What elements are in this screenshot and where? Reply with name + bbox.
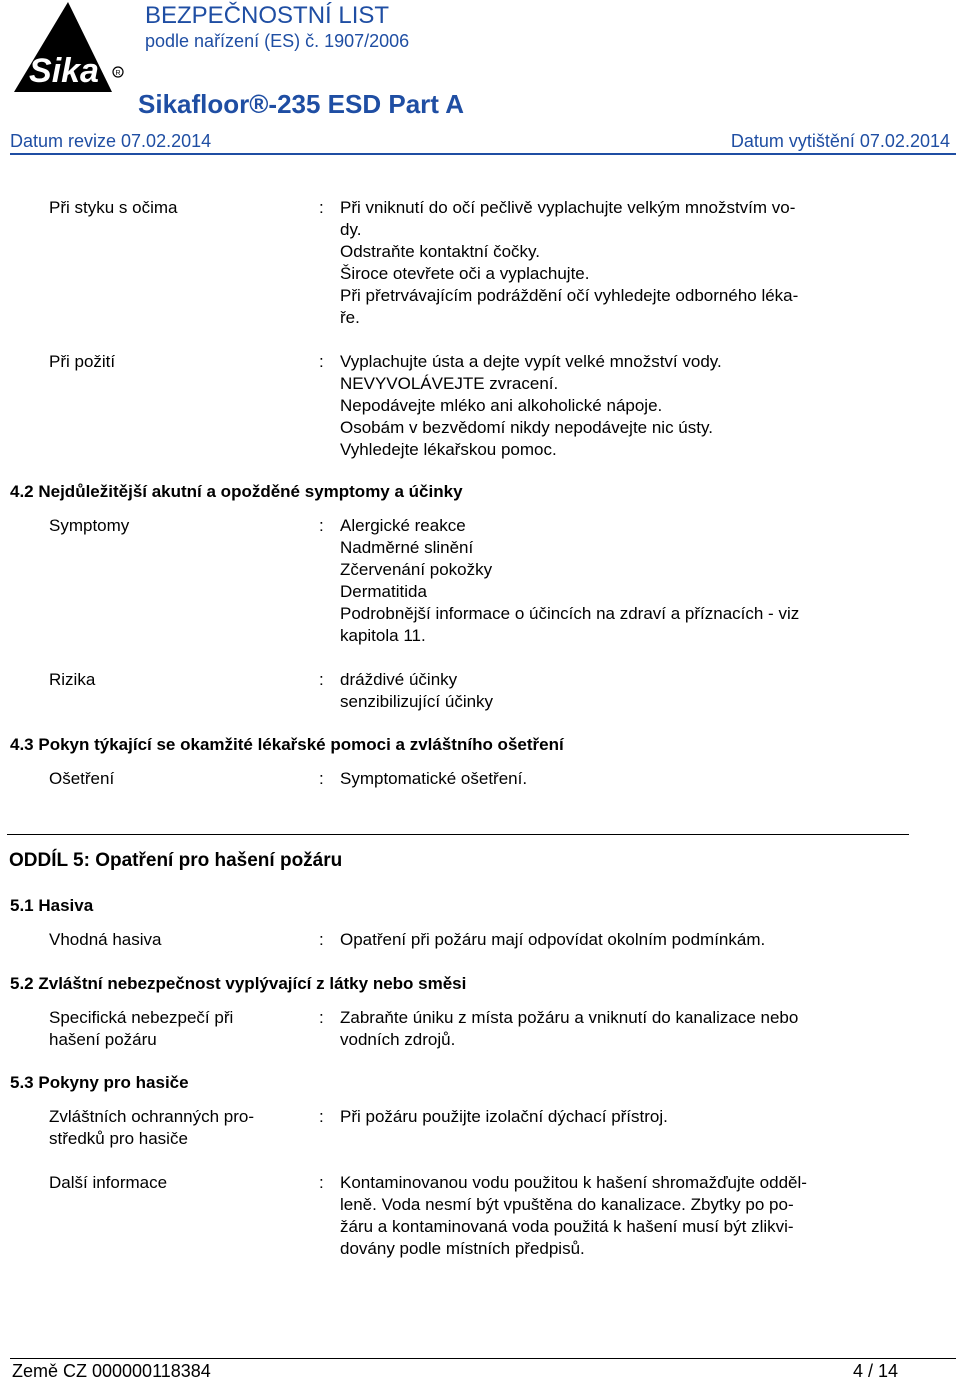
footer-divider bbox=[10, 1358, 956, 1359]
text-line: Odstraňte kontaktní čočky. bbox=[340, 242, 540, 261]
text-line: NEVYVOLÁVEJTE zvracení. bbox=[340, 374, 559, 393]
page-number: 4 / 14 bbox=[853, 1361, 899, 1378]
subsection-4-2-title: 4.2 Nejdůležitější akutní a opožděné symptomy a účinky bbox=[10, 482, 463, 501]
print-date: Datum vytištění 07.02.2014 bbox=[730, 131, 950, 151]
row-colon: : bbox=[319, 670, 324, 689]
row-colon: : bbox=[319, 1173, 324, 1192]
row-value bbox=[340, 768, 880, 790]
row-colon: : bbox=[319, 930, 324, 949]
row-value bbox=[340, 197, 880, 329]
header-divider bbox=[10, 153, 956, 155]
text-line: Symptomatické ošetření. bbox=[340, 769, 528, 788]
text-line: ře. bbox=[340, 308, 360, 327]
text-line: Rizika bbox=[49, 670, 96, 689]
product-name: Sikafloor®-235 ESD Part A bbox=[138, 89, 464, 119]
subsection-4-3-title: 4.3 Pokyn týkající se okamžité lékařské pomoci a zvláštního ošetření bbox=[10, 735, 564, 754]
row-colon: : bbox=[319, 769, 324, 788]
row-value bbox=[340, 669, 880, 713]
regulation-reference: podle nařízení (ES) č. 1907/2006 bbox=[145, 31, 410, 51]
row-label bbox=[49, 197, 299, 219]
row-label bbox=[49, 669, 299, 691]
row-colon: : bbox=[319, 198, 324, 217]
text-line: Vyhledejte lékařskou pomoc. bbox=[340, 440, 557, 459]
text-line: Široce otevřete oči a vyplachujte. bbox=[340, 264, 590, 283]
text-line: středků pro hasiče bbox=[49, 1129, 188, 1148]
row-label bbox=[49, 1172, 299, 1194]
text-line: Dermatitida bbox=[340, 582, 427, 601]
row-colon: : bbox=[319, 1008, 324, 1027]
row-colon: : bbox=[319, 516, 324, 535]
text-line: senzibilizující účinky bbox=[340, 692, 494, 711]
text-line: Alergické reakce bbox=[340, 516, 466, 535]
row-label bbox=[49, 351, 299, 373]
row-label bbox=[49, 1106, 299, 1150]
text-line: Další informace bbox=[49, 1173, 168, 1192]
row-value bbox=[340, 1007, 880, 1051]
text-line: Při styku s očima bbox=[49, 198, 178, 217]
subsection-5-1-title: 5.1 Hasiva bbox=[10, 896, 94, 915]
row-value bbox=[340, 929, 880, 951]
text-line: dráždivé účinky bbox=[340, 670, 458, 689]
text-line: Zčervenání pokožky bbox=[340, 560, 493, 579]
row-label bbox=[49, 1007, 299, 1051]
document-header bbox=[0, 0, 960, 156]
text-line: hašení požáru bbox=[49, 1030, 157, 1049]
footer-country-code: Země CZ 000000118384 bbox=[12, 1361, 211, 1378]
section-5-title: ODDÍL 5: Opatření pro hašení požáru bbox=[9, 850, 343, 871]
text-line: Osobám v bezvědomí nikdy nepodávejte nic ústy. bbox=[340, 418, 713, 437]
text-line: Zvláštních ochranných pro- bbox=[49, 1107, 255, 1126]
text-line: Při požití bbox=[49, 352, 116, 371]
row-value bbox=[340, 1172, 880, 1260]
sika-logo bbox=[10, 0, 126, 100]
text-line: Nepodávejte mléko ani alkoholické nápoje. bbox=[340, 396, 663, 415]
text-line: Při vniknutí do očí pečlivě vyplachujte velkým množstvím vo- bbox=[340, 198, 796, 217]
text-line: Nadměrné slinění bbox=[340, 538, 474, 557]
revision-date: Datum revize 07.02.2014 bbox=[10, 131, 212, 151]
row-label bbox=[49, 515, 299, 537]
text-line: dovány podle místních předpisů. bbox=[340, 1239, 585, 1258]
svg-text:R: R bbox=[115, 70, 121, 77]
text-line: leně. Voda nesmí být vpuštěna do kanalizace. Zbytky po po- bbox=[340, 1195, 794, 1214]
text-line: dy. bbox=[340, 220, 362, 239]
text-line: Vhodná hasiva bbox=[49, 930, 162, 949]
text-line: Při přetrvávajícím podráždění očí vyhledejte odborného léka- bbox=[340, 286, 799, 305]
section-divider bbox=[7, 834, 909, 835]
text-line: kapitola 11. bbox=[340, 626, 426, 645]
text-line: Vyplachujte ústa a dejte vypít velké množství vody. bbox=[340, 352, 722, 371]
text-line: vodních zdrojů. bbox=[340, 1030, 456, 1049]
text-line: Symptomy bbox=[49, 516, 130, 535]
row-value bbox=[340, 1106, 880, 1128]
text-line: Zabraňte úniku z místa požáru a vniknutí do kanalizace nebo bbox=[340, 1008, 799, 1027]
row-value bbox=[340, 351, 880, 461]
row-value bbox=[340, 515, 880, 647]
text-line: Při požáru použijte izolační dýchací přístroj. bbox=[340, 1107, 668, 1126]
row-label bbox=[49, 929, 299, 951]
text-line: Kontaminovanou vodu použitou k hašení shromažďujte odděl- bbox=[340, 1173, 807, 1192]
row-colon: : bbox=[319, 1107, 324, 1126]
document-title: BEZPEČNOSTNÍ LIST bbox=[145, 2, 390, 29]
text-line: Ošetření bbox=[49, 769, 115, 788]
row-label bbox=[49, 768, 299, 790]
text-line: Opatření při požáru mají odpovídat okolním podmínkám. bbox=[340, 930, 766, 949]
text-line: Specifická nebezpečí při bbox=[49, 1008, 234, 1027]
text-line: Podrobnější informace o účincích na zdraví a příznacích - viz bbox=[340, 604, 800, 623]
text-line: žáru a kontaminovaná voda použitá k hašení musí být zlikvi- bbox=[340, 1217, 794, 1236]
subsection-5-2-title: 5.2 Zvláštní nebezpečnost vyplývající z látky nebo směsi bbox=[10, 974, 467, 993]
row-colon: : bbox=[319, 352, 324, 371]
svg-text:Sika: Sika bbox=[29, 52, 99, 90]
subsection-5-3-title: 5.3 Pokyny pro hasiče bbox=[10, 1073, 189, 1092]
